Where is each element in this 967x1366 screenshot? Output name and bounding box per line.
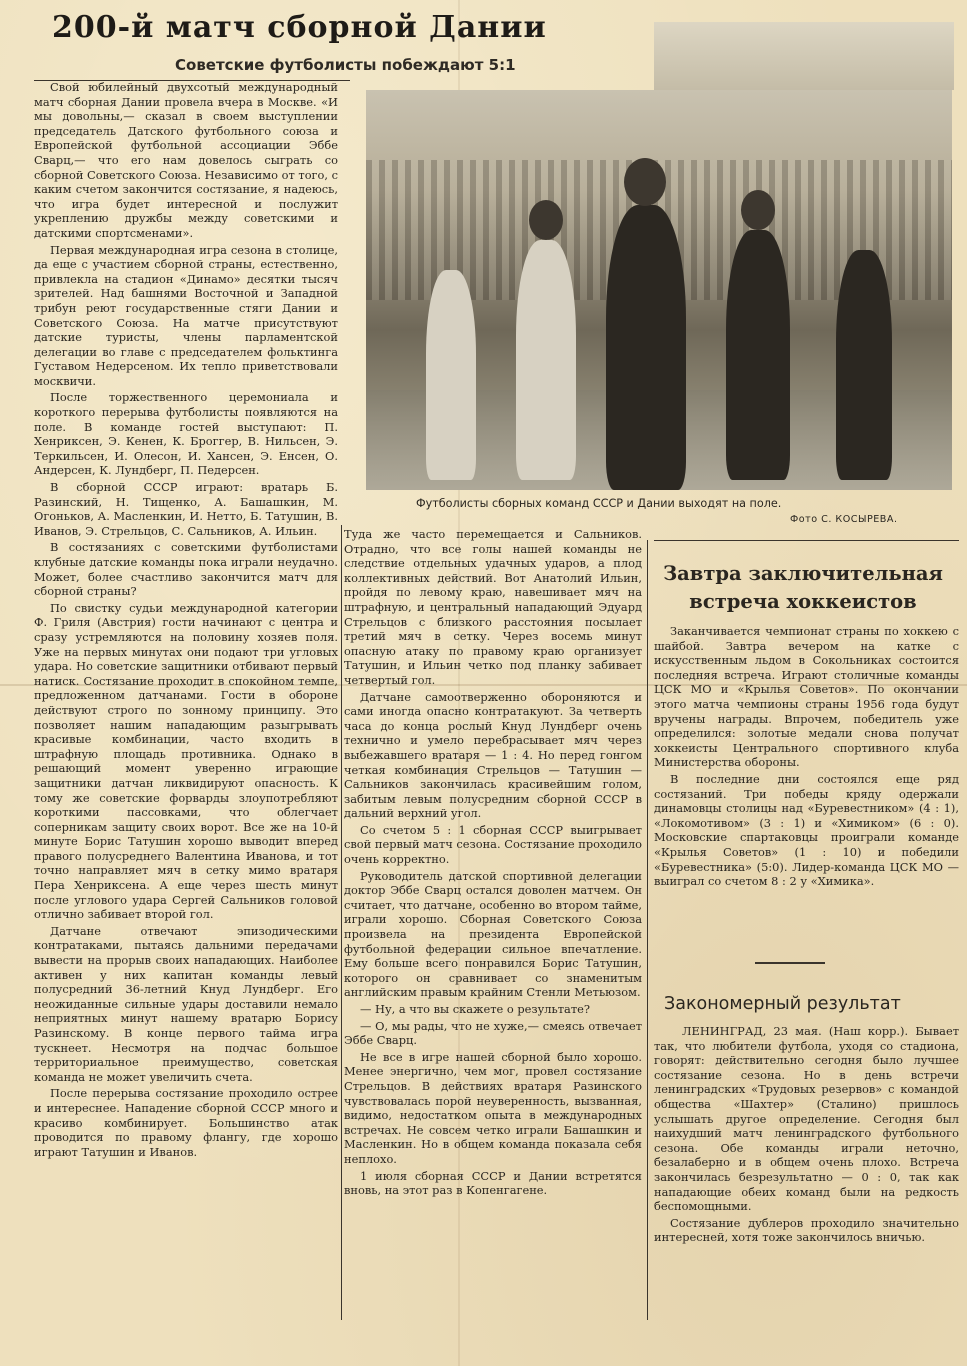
main-headline: 200-й матч сборной Дании [52, 10, 547, 45]
photo-player [426, 270, 476, 480]
column-divider [647, 540, 648, 1320]
photo-caption: Футболисты сборных команд СССР и Дании выходят на поле. [416, 497, 782, 510]
hockey-headline: Завтра заключительная встреча хоккеистов [663, 562, 943, 613]
article-paragraph: Первая международная игра сезона в столице, да еще с участием сборной страны, естественно, привлекла на стадион «Динамо» десятки тысяч зрителей. Над башнями Восточной и Западной трибун реют государственные стяги Дании и Советского Союза. На матче присутствуют датские туристы, члены парламентской делегации во главе с председателем фольктинга Густавом Недерсеном. Их тепло приветствовали москвичи. [34, 242, 338, 388]
photo-player-head [529, 200, 563, 240]
article-paragraph: В последние дни состоялся еще ряд состязаний. Три победы кряду одержали динамовцы столицы над «Буревестником» (4 : 1), «Локомотивом» (3 : 1) и «Химиком» (6 : 0). Московские спартаковцы проиграли команде «Крылья Советов» (1 : 10) и победили «Буревестника» (5:0). Лидер-команда ЦСК МО — выиграл со счетом 8 : 2 у «Химика». [654, 771, 959, 889]
result-article [654, 1024, 959, 1354]
article-paragraph: Туда же часто перемещается и Сальников. Отрадно, что все голы нашей команды не следствие отдельных удачных ударов, а плод коллективных действий. Вот Анатолий Ильин, пройдя по левому краю, навешивает мяч на штрафную, и центральный нападающий Эдуард Стрельцов с близкого расстояния посылает третий мяч в сетку. Через восемь минут опасную атаку по правому краю организует Татушин, и Ильин четко под планку забивает четвертый гол. [344, 527, 642, 687]
result-headline: Закономерный результат [664, 994, 901, 1014]
photo-player [516, 240, 576, 480]
article-paragraph: Свой юбилейный двухсотый международный матч сборная Дании провела вчера в Москве. «И мы довольны,— сказал в своем выступлении председатель Датского футбольного союза и Европейской футбольной ассоциации Эббе Сварц,— что его нам довелось сыграть со сборной Советского Союза. Независимо от того, с каким счетом закончится состязание, я надеюсь, что игра будет интересной и послужит укреплению дружбы между советскими и датскими спортсменами». [34, 80, 338, 240]
photo-player [726, 230, 790, 480]
photo-player [606, 205, 686, 490]
article-paragraph: В состязаниях с советскими футболистами клубные датские команды пока играли неудачно. Может, более счастливо закончится матч для сборной страны? [34, 540, 338, 599]
article-paragraph: Датчане отвечают эпизодическими контратаками, пытаясь дальними передачами вывести на прорыв своих нападающих. Наиболее активен у них капитан команды левый полусредний 36-летний Кнуд Лундберг. Его неожиданные сильные удары доставили немало неприятных минут нашему вратарю Борису Разинскому. В конце первого тайма игра тускнеет. Несмотря на подчас большое территориальное преимущество, советская команда не может увеличить счета. [34, 923, 338, 1084]
article-paragraph: Датчане самоотверженно обороняются и сами иногда опасно контратакуют. За четверть часа до конца рослый Кнуд Лундберг очень технично и умело перебрасывает мяч через выбежавшего вратаря — 1 : 4. Но перед гонгом четкая комбинация Стрельцов — Татушин — Сальников закончилась красивейшим голом, забитым левым полусредним сборной СССР в дальний верхний угол. [344, 689, 642, 821]
box-rule [654, 540, 959, 541]
photo-player-head [624, 158, 666, 206]
article-paragraph: Состязание дублеров проходило значительно интересней, хотя тоже закончилось вничью. [654, 1215, 959, 1245]
article-paragraph: После перерыва состязание проходило острее и интереснее. Нападение сборной СССР много и красиво комбинирует. Большинство атак проводится по правому флангу, где хорошо играют Татушин и Иванов. [34, 1086, 338, 1159]
article-paragraph: ЛЕНИНГРАД, 23 мая. (Наш корр.). Бывает так, что любители футбола, уходя со стадиона, говорят: действительно сегодня было лучшее состязание сезона. Но в день встречи ленинградских «Трудовых резервов» с командой общества «Шахтер» (Сталино) пришлось услышать другое определение. Сегодня был наихудший матч ленинградского футбольного сезона. Обе команды играли неточно, безалаберно и в общем очень плохо. Встреча закончилась безрезультатно — 0 : 0, так как нападающие обеих команд были на редкость беспомощными. [654, 1024, 959, 1214]
photo-player [836, 250, 892, 480]
photo-top-strip [654, 22, 954, 90]
article-paragraph: Не все в игре нашей сборной было хорошо. Менее энергично, чем мог, провел состязание Стрельцов. В действиях вратаря Разинского чувствовалась порой неуверенность, вызванная, видимо, недостатком опыта в международных встречах. Не совсем четко играли Башашкин и Масленкин. Но в общем команда показала себя неплохо. [344, 1049, 642, 1166]
article-paragraph: В сборной СССР играют: вратарь Б. Разинский, Н. Тищенко, А. Башашкин, М. Огоньков, А. Масленкин, И. Нетто, Б. Татушин, В. Иванов, Э. Стрельцов, С. Сальников, А. Ильин. [34, 480, 338, 538]
column-divider [341, 525, 342, 1320]
article-paragraph: — О, мы рады, что не хуже,— смеясь отвечает Эббе Сварц. [344, 1018, 642, 1048]
article-paragraph: После торжественного церемониала и короткого перерыва футболисты появляются на поле. В команде гостей выступают: П. Хенриксен, Э. Кенен, К. Броггер, В. Нильсен, Э. Теркильсен, И. Олесон, И. Хансен, Э. Енсен, О. Андерсен, К. Лундберг, П. Педерсен. [34, 390, 338, 478]
hockey-article [654, 624, 959, 954]
article-column-2 [344, 527, 642, 1307]
article-paragraph: — Ну, а что вы скажете о результате? [360, 1002, 590, 1016]
article-paragraph: Заканчивается чемпионат страны по хоккею с шайбой. Завтра вечером на катке с искусственным льдом в Сокольниках состоится последняя встреча. Играют столичные команды ЦСК МО и «Крылья Советов». По окончании этого матча чемпионы страны 1956 года будут вручены награды. Впрочем, победитель уже определился: золотые медали снова получат хоккеисты Центрального спортивного клуба Министерства обороны. [654, 624, 959, 770]
photo-credit: Фото С. КОСЫРЕВА. [790, 514, 898, 525]
article-paragraph: Со счетом 5 : 1 сборная СССР выигрывает свой первый матч сезона. Состязание проходило очень корректно. [344, 822, 642, 867]
match-photo [366, 90, 952, 490]
photo-player-head [741, 190, 775, 230]
article-paragraph: 1 июля сборная СССР и Дании встретятся вновь, на этот раз в Копенгагене. [344, 1168, 642, 1198]
section-separator [755, 962, 825, 964]
article-paragraph: Руководитель датской спортивной делегации доктор Эббе Сварц остался доволен матчем. Он считает, что датчане, особенно во втором тайме, играли хорошо. Сборная Советского Союза произвела на президента Европейской футбольной федерации сильное впечатление. Ему больше всего понравился Борис Татушин, которого он сравнивает со знаменитым английским правым крайним Стенли Метьюзом. [344, 868, 642, 1000]
article-column-1 [34, 80, 338, 1360]
article-paragraph: По свистку судьи международной категории Ф. Гриля (Австрия) гости начинают с центра и сразу устремляются на половину хозяев поля. Уже на первых минутах они подают три угловых удара. Но советские защитники отбивают первый натиск. Состязание проходит в спокойном темпе, предложенном датчанами. Гости в обороне действуют строго по зонному принципу. Это позволяет нашим нападающим разыгрывать красивые комбинации, часто входить в штрафную площадь противника. Однако в решающий момент уверенно играющие защитники датчан ликвидируют опасность. К тому же советские форварды злоупотребляют короткими пассовками, что облегчает соперникам защиту своих ворот. Все же на 10-й минуте Борис Татушин хорошо выводит вперед правого полусреднего Валентина Иванова, и тот точно направляет мяч в сетку мимо вратаря Пера Хенриксена. А еще через шесть минут после углового удара Сергей Сальников головой отлично забивает второй гол. [34, 600, 338, 922]
main-subheadline: Советские футболисты побеждают 5:1 [175, 56, 516, 74]
